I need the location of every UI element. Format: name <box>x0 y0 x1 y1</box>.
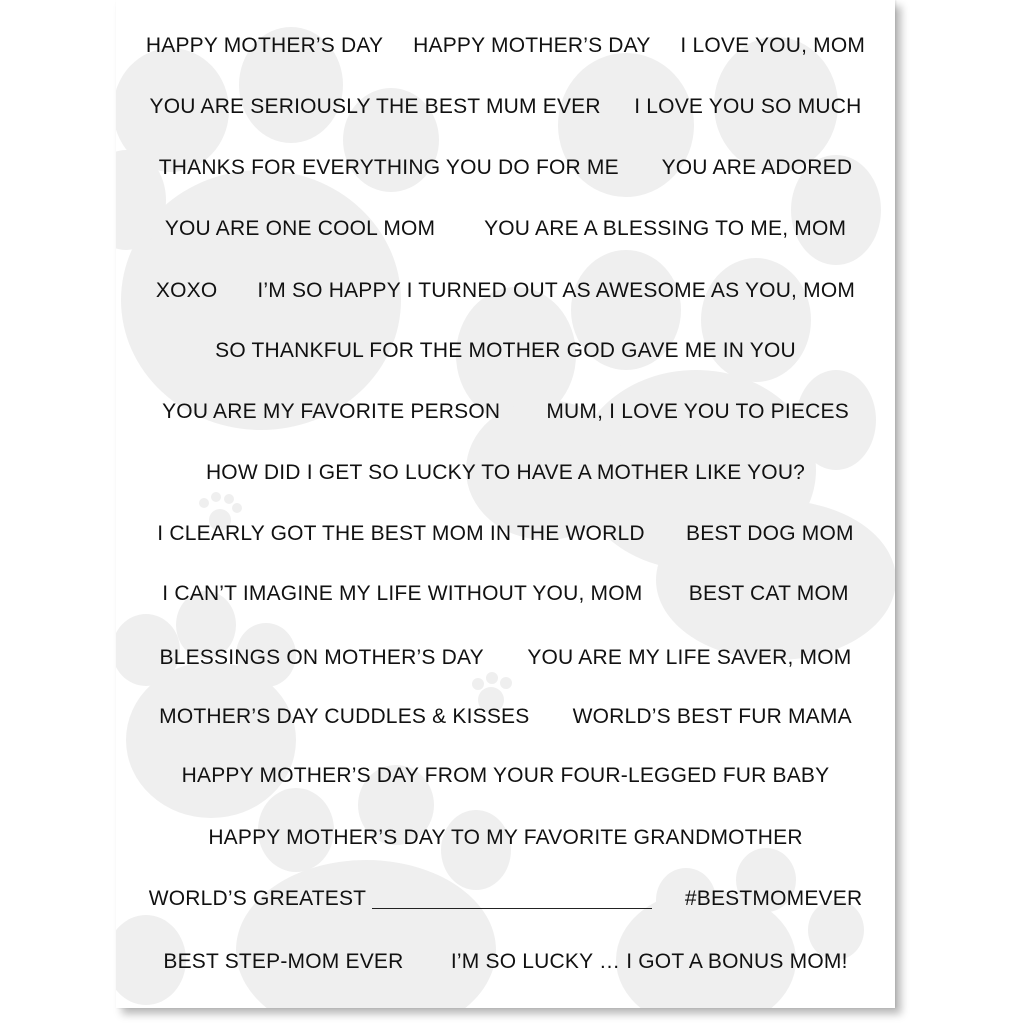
sentiment-row <box>116 641 895 675</box>
sentiment-row <box>116 821 895 855</box>
sentiment-row <box>116 151 895 185</box>
sentiment-text: MOTHER’S DAY CUDDLES & KISSES <box>159 705 530 728</box>
sentiment-text: WORLD’S BEST FUR MAMA <box>572 705 852 728</box>
sentiment-row <box>116 395 895 429</box>
sentiment-text: SO THANKFUL FOR THE MOTHER GOD GAVE ME IN YOU <box>215 339 796 362</box>
sentiment-text: YOU ARE ADORED <box>661 156 853 179</box>
sentiment-text: I CLEARLY GOT THE BEST MOM IN THE WORLD <box>157 522 645 545</box>
sentiment-row <box>116 759 895 793</box>
sentiment-row <box>116 90 895 124</box>
sentiment-text: BEST STEP-MOM EVER <box>163 950 404 973</box>
sentiment-text: I’M SO LUCKY … I GOT A BONUS MOM! <box>450 950 848 973</box>
fill-in-blank-line <box>372 908 652 909</box>
sentiment-row <box>116 882 895 916</box>
sentiment-text: BLESSINGS ON MOTHER’S DAY <box>159 646 484 669</box>
sentiment-text: YOU ARE A BLESSING TO ME, MOM <box>484 217 847 240</box>
sentiment-text: XOXO <box>155 279 218 302</box>
sentiment-text: I CAN’T IMAGINE MY LIFE WITHOUT YOU, MOM <box>162 582 643 605</box>
sentiment-row <box>116 274 895 308</box>
sentiment-row <box>116 334 895 368</box>
sentiment-text: YOU ARE ONE COOL MOM <box>164 217 436 240</box>
sentiment-text: WORLD’S GREATEST <box>148 887 367 910</box>
fill-in-phrase <box>149 887 653 911</box>
sentiment-text: BEST DOG MOM <box>686 522 854 545</box>
sentiment-text: HAPPY MOTHER’S DAY TO MY FAVORITE GRANDMOTHER <box>208 826 803 849</box>
sentiment-text: I’M SO HAPPY I TURNED OUT AS AWESOME AS YOU, MOM <box>257 279 856 302</box>
sentiment-row <box>116 517 895 551</box>
sentiment-text: YOU ARE SERIOUSLY THE BEST MUM EVER <box>149 95 601 118</box>
sentiment-text: YOU ARE MY FAVORITE PERSON <box>162 400 501 423</box>
sentiment-text: I LOVE YOU, MOM <box>680 34 866 57</box>
sentiment-text: BEST CAT MOM <box>688 582 849 605</box>
sentiment-text: HAPPY MOTHER’S DAY <box>413 34 651 57</box>
sentiment-row <box>116 577 895 611</box>
sentiment-text: YOU ARE MY LIFE SAVER, MOM <box>527 646 852 669</box>
sentiment-text: #BESTMOMEVER <box>684 887 863 910</box>
sentiment-row <box>116 456 895 490</box>
sentiment-row <box>116 700 895 734</box>
sentiment-row <box>116 29 895 63</box>
sentiment-sheet <box>116 0 895 1008</box>
sentiment-text: MUM, I LOVE YOU TO PIECES <box>546 400 849 423</box>
sentiment-row <box>116 212 895 246</box>
sentiment-text: I LOVE YOU SO MUCH <box>634 95 862 118</box>
sentiment-text: THANKS FOR EVERYTHING YOU DO FOR ME <box>158 156 619 179</box>
sentiment-text: HOW DID I GET SO LUCKY TO HAVE A MOTHER LIKE YOU? <box>205 461 806 484</box>
sentiment-text: HAPPY MOTHER’S DAY <box>145 34 384 57</box>
sentiment-text: HAPPY MOTHER’S DAY FROM YOUR FOUR-LEGGED FUR BABY <box>181 764 830 787</box>
sentiment-row <box>116 945 895 979</box>
